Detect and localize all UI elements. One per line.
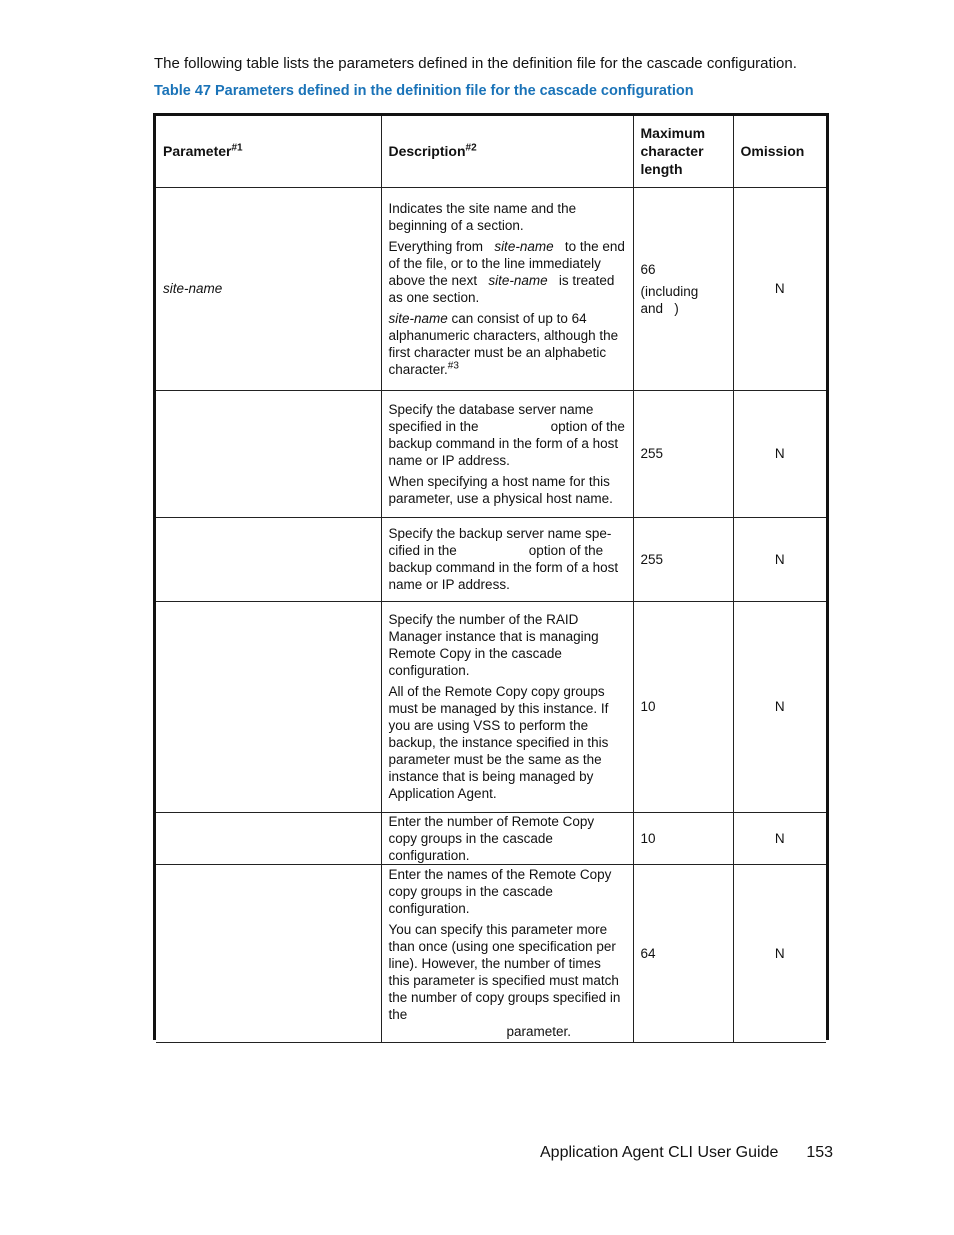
param-cell xyxy=(156,601,381,812)
max-length-cell xyxy=(633,187,733,390)
description-fragment: Everything from xyxy=(388,238,484,254)
table-header-row xyxy=(156,116,826,187)
description-fragment: site-name xyxy=(488,272,548,288)
table-caption: Table 47 Parameters defined in the definition file for the cascade configuration xyxy=(154,83,694,99)
omission-cell: N xyxy=(733,187,826,390)
omission-cell: N xyxy=(733,601,826,812)
description-fragment: Specify the backup server name spe-cified in the xyxy=(388,526,612,558)
omission-cell: N xyxy=(733,812,826,864)
description-text: All of the Remote Copy copy groups must be managed by this instance. If you are using VSS to perform the backup, the instance specified in this parameter must be the same as the instance that is being managed by Application Agent. xyxy=(388,684,609,801)
description-cell xyxy=(381,812,633,864)
intro-paragraph: The following table lists the parameters defined in the definition file for the cascade configuration. xyxy=(154,55,797,72)
param-cell xyxy=(156,517,381,601)
header-max-length-line1: Maximum xyxy=(640,125,706,142)
description-fragment: can consist of up to 64 alphanumeric characters, although the first character must be an alphabetic character. xyxy=(388,310,619,377)
page-footer xyxy=(540,1143,833,1163)
header-max-length-line3: length xyxy=(640,161,683,178)
description-cell xyxy=(381,864,633,1042)
description-text: Enter the number of Remote Copy copy groups in the cascade configuration. xyxy=(388,813,595,863)
description-text: Enter the names of the Remote Copy copy groups in the cascade configuration. xyxy=(388,867,612,916)
header-description-note: #2 xyxy=(465,142,477,154)
param-cell xyxy=(156,812,381,864)
header-omission: Omission xyxy=(733,116,826,187)
description-text xyxy=(389,921,626,1040)
table-row xyxy=(156,517,826,601)
description-text xyxy=(389,238,626,306)
description-text xyxy=(389,401,626,469)
header-max-length-line2: character xyxy=(640,143,704,160)
header-parameter xyxy=(156,116,381,187)
description-cell xyxy=(381,187,633,390)
omission-cell: N xyxy=(733,517,826,601)
max-length-value: 66 xyxy=(640,261,656,277)
description-text: When specifying a host name for this parameter, use a physical host name. xyxy=(388,473,613,506)
header-description xyxy=(381,116,633,187)
max-length-cell: 255 xyxy=(633,390,733,517)
description-fragment: Specify the database server name specified in the xyxy=(388,401,594,434)
param-cell xyxy=(156,390,381,517)
header-max-length xyxy=(633,116,733,187)
footer-guide-title: Application Agent CLI User Guide xyxy=(540,1144,779,1161)
description-footnote: #3 xyxy=(447,360,459,371)
omission-cell: N xyxy=(733,864,826,1042)
parameters-table-frame xyxy=(153,113,829,1040)
max-length-cell: 255 xyxy=(633,517,733,601)
max-length-note: and ) xyxy=(640,300,679,316)
header-parameter-note: #1 xyxy=(231,142,243,154)
header-description-label: Description xyxy=(388,143,466,160)
param-cell: site-name xyxy=(156,187,381,390)
table-row xyxy=(156,601,826,812)
description-text xyxy=(389,310,626,378)
description-text xyxy=(389,525,626,593)
description-fragment: You can specify this parameter more than once (using one specification per line). However, the number of times this parameter is specified must match the number of copy groups specified in the xyxy=(388,922,621,1022)
max-length-note: (including xyxy=(640,283,699,299)
description-text: Indicates the site name and the beginning of a section. xyxy=(388,200,577,233)
omission-cell: N xyxy=(733,390,826,517)
parameters-table xyxy=(156,116,826,1043)
description-cell xyxy=(381,390,633,517)
description-fragment: parameter. xyxy=(506,1024,572,1039)
description-cell xyxy=(381,517,633,601)
max-length-cell: 64 xyxy=(633,864,733,1042)
page-number: 153 xyxy=(806,1144,834,1161)
description-fragment: option of the backup command in the form of a host name or IP address. xyxy=(388,418,625,468)
description-fragment: option of the backup command in the form of a host name or IP address. xyxy=(388,543,619,592)
description-fragment: site-name xyxy=(388,310,448,326)
description-text: Specify the number of the RAID Manager instance that is managing Remote Copy in the cascade configuration. xyxy=(388,612,599,678)
description-fragment: is treated as one section. xyxy=(388,272,615,305)
param-cell xyxy=(156,864,381,1042)
table-row xyxy=(156,812,826,864)
table-row xyxy=(156,864,826,1042)
description-fragment: to the end of the file, or to the line immediately above the next xyxy=(388,238,625,288)
max-length-cell: 10 xyxy=(633,812,733,864)
description-cell xyxy=(381,601,633,812)
max-length-cell: 10 xyxy=(633,601,733,812)
table-row xyxy=(156,390,826,517)
table-row xyxy=(156,187,826,390)
header-parameter-label: Parameter xyxy=(163,143,232,160)
description-fragment: site-name xyxy=(494,238,554,254)
